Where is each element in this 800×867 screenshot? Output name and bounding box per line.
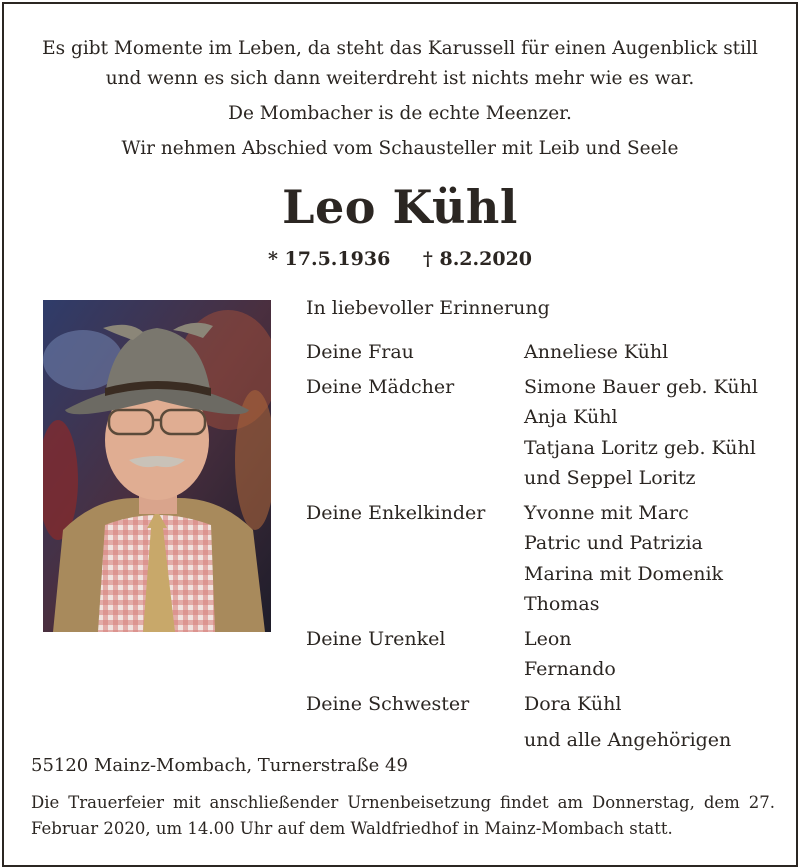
memory-heading: In liebevoller Erinnerung (306, 297, 550, 319)
family-member: Marina mit Domenik (524, 562, 724, 585)
family-row (306, 498, 786, 620)
family-member: Simone Bauer geb. Kühl (524, 375, 758, 398)
deceased-name: Leo Kühl (282, 180, 518, 234)
ceremony-details: Die Trauerfeier mit anschließender Urnenbeisetzung findet am Donnerstag, dem 27. Februar 2020, um 14.00 Uhr auf dem Waldfriedhof in Mainz-Mombach statt. (31, 793, 775, 838)
family-member: und Seppel Loritz (524, 467, 696, 489)
relation-label: Deine Urenkel (306, 627, 446, 650)
relation-names (524, 337, 786, 368)
address: 55120 Mainz-Mombach, Turnerstraße 49 (31, 755, 408, 776)
all-relatives: und alle Angehörigen (524, 729, 732, 751)
family-member: Leon (524, 627, 572, 650)
relation-label: Deine Frau (306, 341, 414, 363)
death-date: † 8.2.2020 (422, 248, 533, 270)
family-member: Anja Kühl (524, 406, 618, 428)
intro-line-1: Es gibt Momente im Leben, da steht das Karussell für einen Augenblick still (42, 38, 758, 59)
family-member: Fernando (524, 658, 616, 680)
relation-names (524, 372, 786, 494)
family-row (306, 372, 786, 494)
family-member: Thomas (524, 593, 600, 615)
relation-names (524, 624, 786, 685)
family-row (306, 689, 786, 720)
family-member: Patric und Patrizia (524, 532, 703, 554)
relation-label: Deine Mädcher (306, 375, 455, 398)
intro-line-2: und wenn es sich dann weiterdreht ist nichts mehr wie es war. (105, 68, 695, 89)
intro-line-3: De Mombacher is de echte Meenzer. (228, 103, 572, 124)
relation-names (524, 689, 786, 720)
family-member: Dora Kühl (524, 692, 622, 715)
life-dates (4, 248, 796, 270)
intro-line-4: Wir nehmen Abschied vom Schausteller mit Leib und Seele (121, 138, 679, 159)
birth-date: * 17.5.1936 (267, 248, 391, 270)
family-row (306, 337, 786, 368)
family-member: Tatjana Loritz geb. Kühl (524, 436, 756, 459)
intro-quote (4, 34, 796, 164)
portrait-photo (43, 300, 271, 632)
family-row (306, 624, 786, 685)
relation-names (524, 498, 786, 620)
family-list (306, 337, 786, 756)
relation-label: Deine Schwester (306, 692, 470, 715)
relation-label: Deine Enkelkinder (306, 501, 486, 524)
family-member: Anneliese Kühl (524, 341, 669, 363)
obituary-notice (2, 2, 798, 867)
family-member: Yvonne mit Marc (524, 501, 689, 524)
